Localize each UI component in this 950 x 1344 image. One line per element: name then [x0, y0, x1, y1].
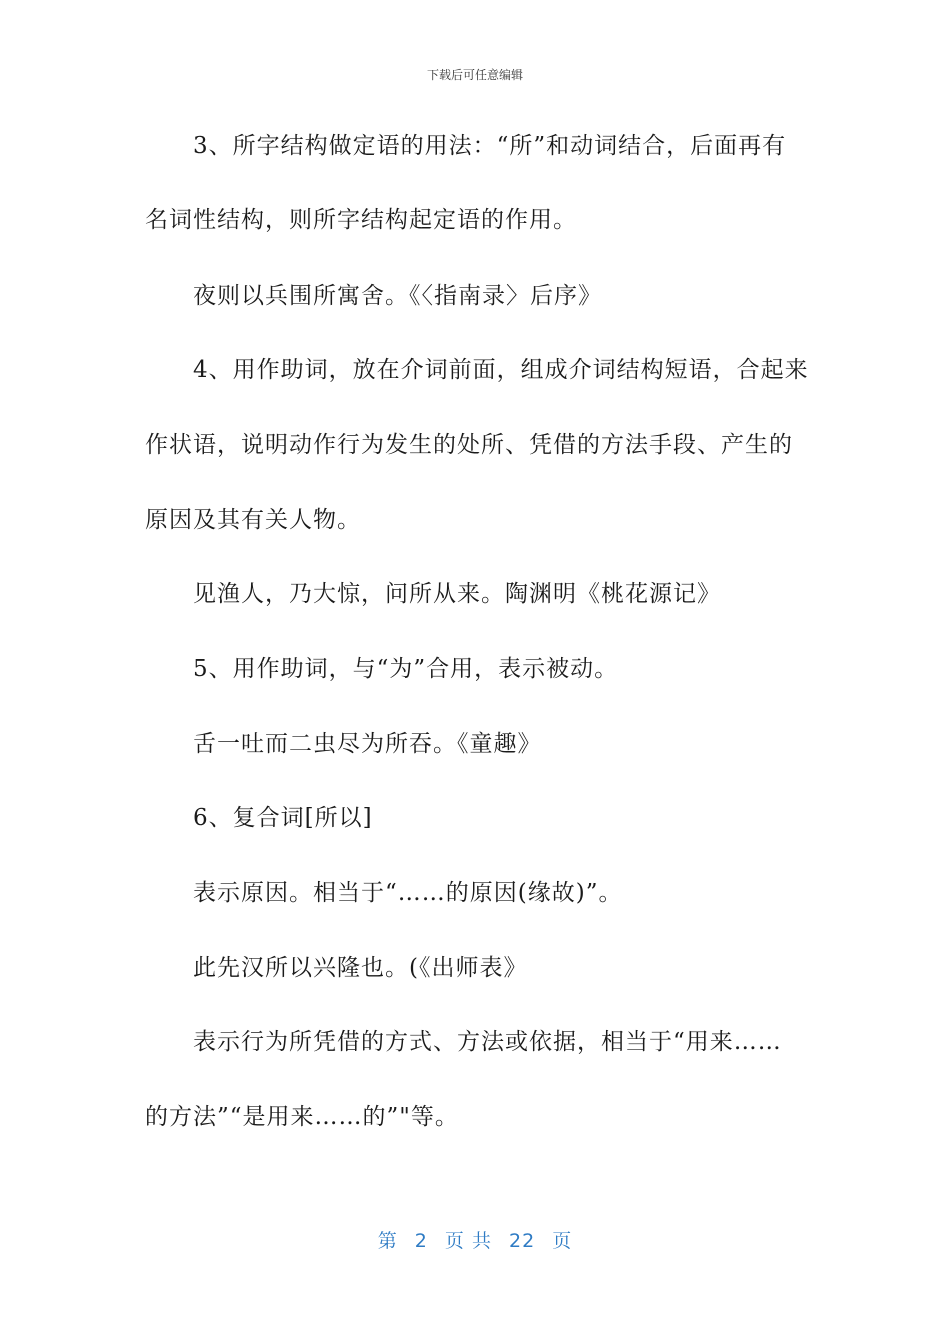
paragraph-line: 6、复合词[所以]	[193, 805, 373, 831]
total-pages-number: 22	[509, 1230, 536, 1252]
current-page-number: 2	[414, 1230, 428, 1252]
header-note: 下载后可任意编辑	[426, 68, 523, 82]
paragraph-line: 表示原因。相当于“……的原因(缘故)”。	[193, 880, 623, 906]
paragraph-line: 作状语，说明动作行为发生的处所、凭借的方法手段、产生的	[145, 432, 793, 458]
page-footer	[0, 1226, 950, 1253]
paragraph-line: 名词性结构，则所字结构起定语的作用。	[145, 207, 577, 233]
paragraph-line: 原因及其有关人物。	[145, 507, 361, 533]
footer-suffix: 页	[552, 1230, 573, 1252]
example-sentence: 夜则以兵围所寓舍。《〈指南录〉后序》	[193, 283, 602, 309]
footer-middle: 页 共	[444, 1230, 492, 1252]
paragraph-line: 4、用作助词，放在介词前面，组成介词结构短语，合起来	[193, 357, 809, 383]
example-sentence: 此先汉所以兴隆也。(《出师表》	[193, 955, 528, 981]
paragraph-line: 的方法”“是用来……的”"等。	[145, 1104, 459, 1130]
footer-prefix: 第	[377, 1230, 398, 1252]
paragraph-line: 5、用作助词，与“为”合用，表示被动。	[193, 656, 619, 682]
example-sentence: 见渔人，乃大惊，问所从来。陶渊明《桃花源记》	[193, 581, 721, 607]
paragraph-line: 表示行为所凭借的方式、方法或依据，相当于“用来……	[193, 1029, 782, 1055]
paragraph-line: 3、所字结构做定语的用法：“所”和动词结合，后面再有	[193, 133, 787, 159]
example-sentence: 舌一吐而二虫尽为所吞。《童趣》	[193, 731, 542, 757]
